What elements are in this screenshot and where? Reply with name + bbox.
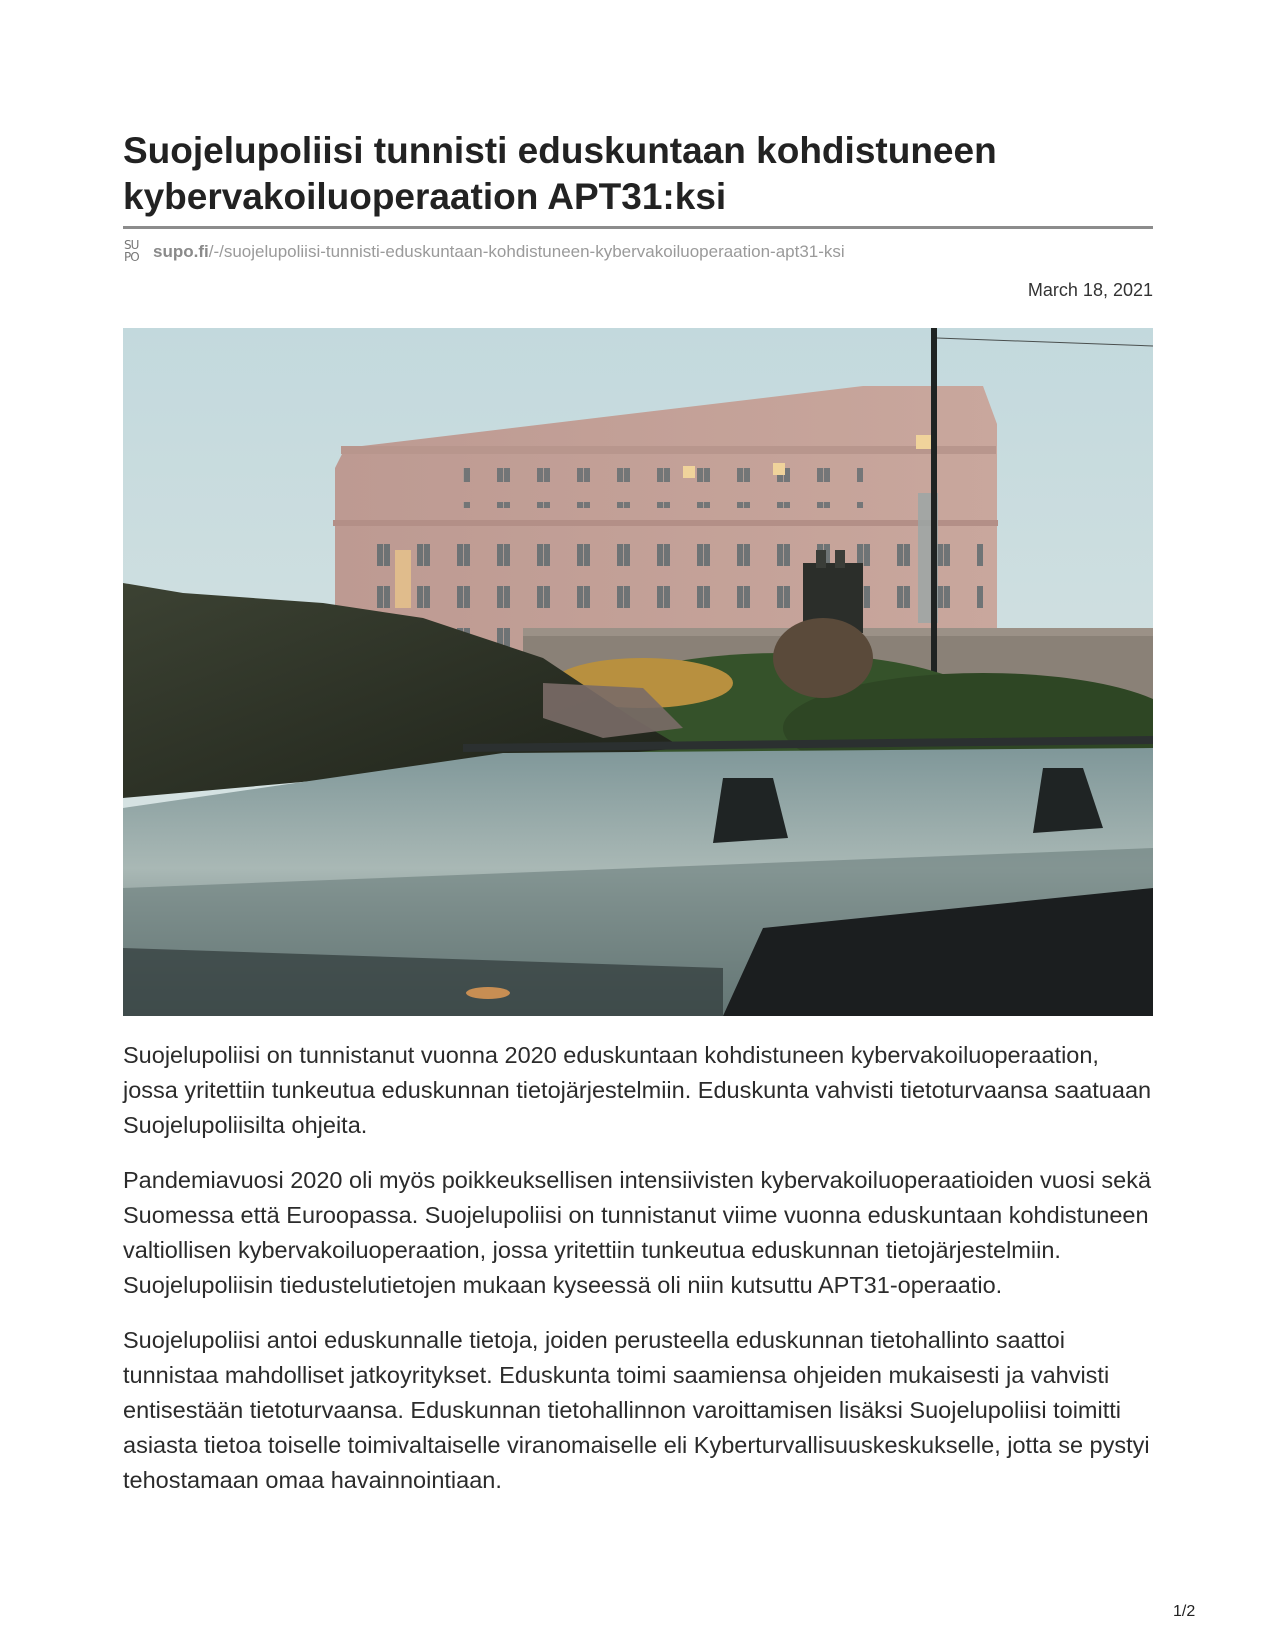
article-body	[123, 1038, 1153, 1518]
supo-logo-icon	[123, 239, 145, 265]
article-title: Suojelupoliisi tunnisti eduskuntaan kohdistuneen kybervakoiluoperaation APT31:ksi	[123, 130, 997, 217]
logo-text-top: SU	[124, 238, 139, 252]
title-divider	[123, 226, 1153, 229]
page-number: 1/2	[1173, 1603, 1196, 1620]
source-path-link[interactable]: /-/suojelupoliisi-tunnisti-eduskuntaan-kohdistuneen-kybervakoiluoperaation-apt31-ksi	[208, 242, 845, 261]
publish-date: March 18, 2021	[1027, 280, 1153, 300]
logo-text-bottom: PO	[124, 250, 139, 264]
parliament-building-photo	[123, 328, 1153, 1016]
source-domain-link[interactable]: supo.fi	[153, 242, 209, 261]
source-line	[123, 238, 845, 266]
paragraph-2: Pandemiavuosi 2020 oli myös poikkeuksellisen intensiivisten kybervakoiluoperaatioiden vuosi sekä Suomessa että Euroopassa. Suojelupoliisi on tunnistanut viime vuonna eduskuntaan kohdistuneen valtiollisen kybervakoiluoperaation, jossa yritettiin tunkeutua eduskunnan tietojärjestelmiin. Suojelupoliisin tiedustelutietojen mukaan kyseessä oli niin kutsuttu APT31-operaatio.	[123, 1167, 1152, 1298]
paragraph-1: Suojelupoliisi on tunnistanut vuonna 2020 eduskuntaan kohdistuneen kybervakoiluoperaation, jossa yritettiin tunkeutua eduskunnan tietojärjestelmiin. Eduskunta vahvisti tietoturvaansa saatuaan Suojelupoliisilta ohjeita.	[123, 1042, 1152, 1138]
paragraph-3: Suojelupoliisi antoi eduskunnalle tietoja, joiden perusteella eduskunnan tietohallinto saattoi tunnistaa mahdolliset jatkoyritykset. Eduskunta toimi saamiensa ohjeiden mukaisesti ja vahvisti entisestään tietoturvaansa. Eduskunnan tietohallinnon varoittamisen lisäksi Suojelupoliisi toimitti asiasta tietoa toiselle toimivaltaiselle viranomaiselle eli Kyberturvallisuuskeskukselle, jotta se pystyi tehostamaan omaa havainnointiaan.	[123, 1327, 1150, 1493]
